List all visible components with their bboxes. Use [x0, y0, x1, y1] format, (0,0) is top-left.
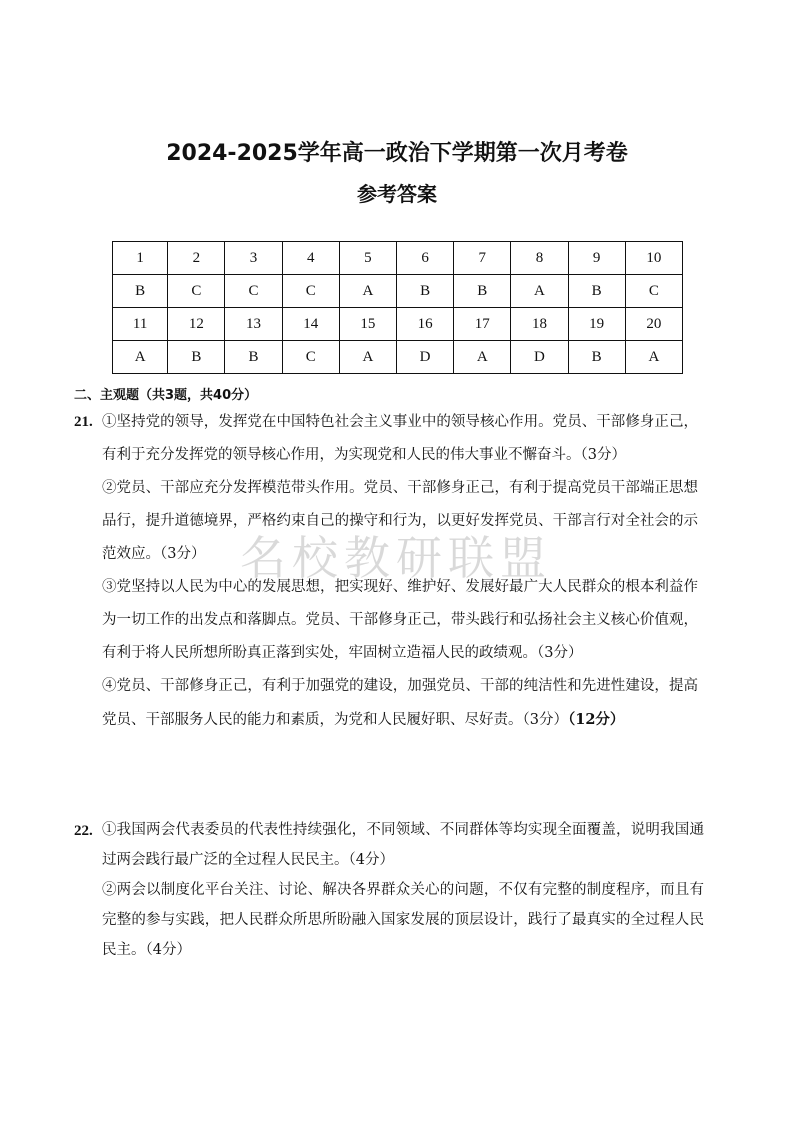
answer-cell: A: [454, 341, 511, 374]
question-number: 22.: [74, 823, 93, 839]
question-number-cell: 19: [568, 308, 625, 341]
answer-point-4: [102, 670, 698, 737]
question-number-cell: 14: [282, 308, 339, 341]
answer-row: [113, 341, 683, 374]
answer-cell: B: [225, 341, 282, 374]
question-number-row: [113, 308, 683, 341]
question-number-cell: 10: [625, 242, 682, 275]
question-number-cell: 13: [225, 308, 282, 341]
answer-point-4-text: ④党员、干部修身正己，有利于加强党的建设，加强党员、干部的纯洁性和先进性建设，提高党员、干部服务人民的能力和素质，为党和人民履好职、尽好责。（3分）: [102, 678, 698, 728]
question-number-cell: 3: [225, 242, 282, 275]
question-22: [74, 815, 704, 965]
question-number-cell: 4: [282, 242, 339, 275]
question-number-cell: 6: [396, 242, 453, 275]
question-number-cell: 15: [339, 308, 396, 341]
question-number-cell: 7: [454, 242, 511, 275]
answer-cell: A: [511, 275, 568, 308]
question-number-cell: 5: [339, 242, 396, 275]
answer-cell: B: [454, 275, 511, 308]
answer-cell: A: [339, 275, 396, 308]
answer-cell: C: [282, 341, 339, 374]
page-subtitle: 参考答案: [357, 182, 437, 206]
answer-cell: B: [113, 275, 168, 308]
answer-cell: A: [625, 341, 682, 374]
question-number-cell: 8: [511, 242, 568, 275]
question-number-cell: 18: [511, 308, 568, 341]
answer-cell: C: [168, 275, 225, 308]
question-21: [74, 406, 698, 737]
question-number-cell: 11: [113, 308, 168, 341]
answer-point-2: ②党员、干部应充分发挥模范带头作用。党员、干部修身正己，有利于提高党员干部端正思想品行，提升道德境界，严格约束自己的操守和行为，以更好发挥党员、干部言行对全社会的示范效应。（3分）: [102, 480, 698, 562]
question-number-cell: 20: [625, 308, 682, 341]
answer-cell: B: [568, 341, 625, 374]
answer-row: [113, 275, 683, 308]
question-number: 21.: [74, 414, 93, 430]
question-number-cell: 17: [454, 308, 511, 341]
answer-cell: C: [625, 275, 682, 308]
answer-cell: B: [168, 341, 225, 374]
question-number-cell: 12: [168, 308, 225, 341]
answer-point-2: ②两会以制度化平台关注、讨论、解决各界群众关心的问题，不仅有完整的制度程序，而且有完整的参与实践，把人民群众所思所盼融入国家发展的顶层设计，践行了最真实的全过程人民民主。（4分）: [102, 882, 704, 958]
answer-point-3: ③党坚持以人民为中心的发展思想，把实现好、维护好、发展好最广大人民群众的根本利益作为一切工作的出发点和落脚点。党员、干部修身正己，带头践行和弘扬社会主义核心价值观，有利于将人民所想所盼真正落到实处，牢固树立造福人民的政绩观。（3分）: [102, 579, 698, 661]
answer-cell: C: [225, 275, 282, 308]
answer-cell: B: [568, 275, 625, 308]
answer-table: [112, 241, 683, 374]
page-title: 2024-2025学年高一政治下学期第一次月考卷: [166, 141, 628, 166]
watermark: 名校教研联盟: [240, 531, 552, 585]
answer-point-1: ①坚持党的领导，发挥党在中国特色社会主义事业中的领导核心作用。党员、干部修身正己，有利于充分发挥党的领导核心作用，为实现党和人民的伟大事业不懈奋斗。（3分）: [102, 414, 698, 463]
answer-cell: D: [511, 341, 568, 374]
question-number-cell: 1: [113, 242, 168, 275]
answer-cell: A: [339, 341, 396, 374]
answer-cell: B: [396, 275, 453, 308]
question-number-cell: 2: [168, 242, 225, 275]
answer-cell: D: [396, 341, 453, 374]
section-heading: 二、主观题（共3题，共40分）: [74, 388, 258, 403]
answer-cell: C: [282, 275, 339, 308]
answer-point-1: ①我国两会代表委员的代表性持续强化，不同领域、不同群体等均实现全面覆盖，说明我国通过两会践行最广泛的全过程人民民主。（4分）: [102, 822, 704, 868]
total-score: （12分）: [567, 711, 625, 728]
answer-cell: A: [113, 341, 168, 374]
question-number-row: [113, 242, 683, 275]
question-number-cell: 16: [396, 308, 453, 341]
question-number-cell: 9: [568, 242, 625, 275]
